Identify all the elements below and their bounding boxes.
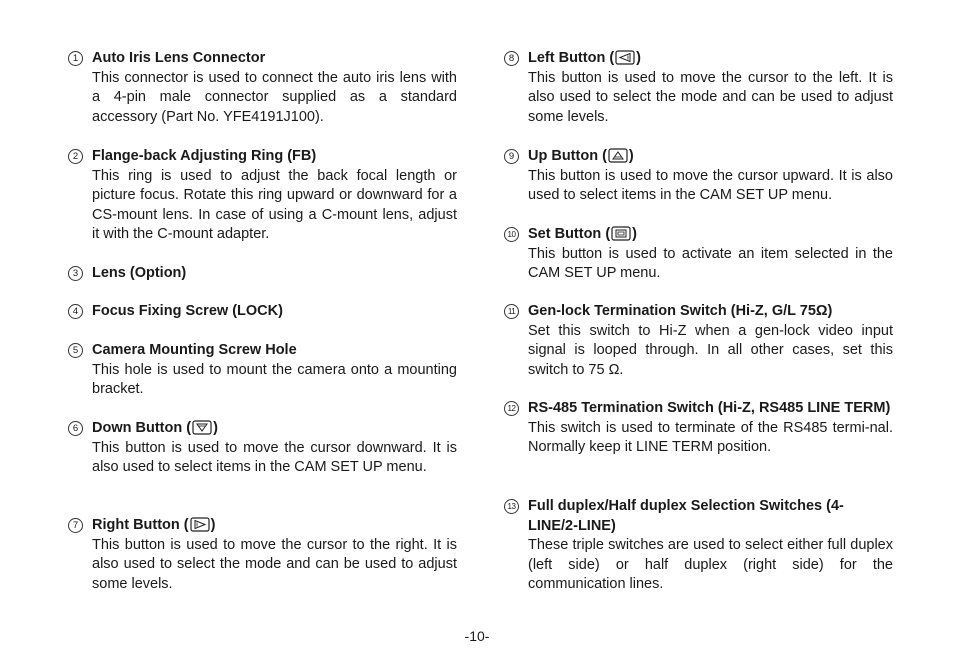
item-title — [92, 341, 457, 361]
item-title-text: Lens (Option) — [92, 265, 187, 281]
item-title-suffix: ) — [213, 420, 218, 436]
item-title — [528, 497, 893, 536]
item-number-badge: 2 — [68, 149, 83, 164]
item-title — [528, 147, 893, 167]
spec-item — [504, 147, 893, 206]
spec-item — [68, 419, 457, 478]
item-title-text: Left Button ( — [528, 50, 615, 66]
item-number-badge: 9 — [504, 149, 519, 164]
item-description: These triple switches are used to select either full duplex (left side) or half duplex (right side) for the communication lines. — [528, 537, 893, 592]
item-title-text: Set Button ( — [528, 226, 611, 242]
spec-item — [504, 225, 893, 284]
item-title — [528, 399, 893, 419]
item-title — [92, 147, 457, 167]
right-button-icon — [190, 517, 210, 532]
item-number-badge: 10 — [504, 227, 519, 242]
item-title-text: Focus Fixing Screw (LOCK) — [92, 303, 283, 319]
down-button-icon — [192, 420, 212, 435]
item-title-suffix: ) — [628, 148, 634, 164]
item-number-badge: 7 — [68, 518, 83, 533]
item-title-text: Down Button ( — [92, 420, 192, 436]
spec-item — [68, 264, 457, 284]
item-description: This button is used to activate an item selected in the CAM SET UP menu. — [528, 245, 893, 281]
item-number-badge: 5 — [68, 343, 83, 358]
item-description: This switch is used to terminate of the RS485 termi-nal. Normally keep it LINE TERM position. — [528, 419, 893, 455]
item-title-text: Auto Iris Lens Connector — [92, 50, 266, 66]
item-description: This button is used to move the cursor to the left. It is also used to select the mode and can be used to adjust some levels. — [528, 69, 893, 125]
item-description: This connector is used to connect the auto iris lens with a 4-pin male connector supplied as a standard accessory (Part No. YFE4191J100). — [92, 69, 457, 125]
item-title-suffix: ) — [210, 517, 216, 533]
item-title-suffix: ) — [632, 226, 637, 242]
item-title-text: RS-485 Termination Switch (Hi-Z, RS485 LINE TERM) — [528, 400, 891, 416]
item-title — [528, 225, 893, 245]
spec-item — [68, 49, 457, 127]
spec-item — [68, 516, 457, 594]
up-button-icon — [608, 148, 628, 163]
spec-item — [68, 147, 457, 245]
spec-item — [504, 497, 893, 595]
item-number-badge: 8 — [504, 51, 519, 66]
item-title — [92, 419, 457, 439]
item-title — [92, 516, 457, 536]
spec-item — [504, 302, 893, 380]
item-description: This button is used to move the cursor downward. It is also used to select items in the CAM SET UP menu. — [92, 439, 457, 475]
spec-item — [68, 302, 457, 322]
item-title-text: Right Button ( — [92, 517, 189, 533]
spec-item — [68, 341, 457, 400]
item-number-badge: 13 — [504, 499, 519, 514]
item-title-text: Up Button ( — [528, 148, 607, 164]
item-number-badge: 11 — [504, 304, 519, 319]
item-title — [92, 302, 457, 322]
item-description: This hole is used to mount the camera onto a mounting bracket. — [92, 361, 457, 397]
item-title-suffix: ) — [636, 50, 642, 66]
item-title — [92, 264, 457, 284]
spec-item — [504, 49, 893, 127]
item-description: This button is used to move the cursor to the right. It is also used to select the mode and can be used to adjust some levels. — [92, 536, 457, 592]
item-number-badge: 1 — [68, 51, 83, 66]
item-description: Set this switch to Hi-Z when a gen-lock video input signal is looped through. In all other cases, set this switch to 75 Ω. — [528, 322, 893, 378]
item-title — [528, 49, 893, 69]
item-number-badge: 6 — [68, 421, 83, 436]
item-title — [92, 49, 457, 69]
left-button-icon — [615, 50, 635, 65]
item-description: This button is used to move the cursor upward. It is also used to select items in the CAM SET UP menu. — [528, 167, 893, 203]
item-title-text: Flange-back Adjusting Ring (FB) — [92, 148, 317, 164]
item-title-text: Full duplex/Half duplex Selection Switches (4-LINE/2-LINE) — [528, 498, 844, 534]
item-description: This ring is used to adjust the back focal length or picture focus. Rotate this ring upward or downward for a CS-mount lens. In case of using a C-mount lens, adjust it with the C-mount adapter. — [92, 167, 457, 242]
item-title-text: Gen-lock Termination Switch (Hi-Z, G/L 75Ω) — [528, 303, 833, 319]
page-number: -10- — [464, 628, 490, 644]
item-title-text: Camera Mounting Screw Hole — [92, 342, 297, 358]
set-button-icon — [611, 226, 631, 241]
item-number-badge: 3 — [68, 266, 83, 281]
item-number-badge: 4 — [68, 304, 83, 319]
item-number-badge: 12 — [504, 401, 519, 416]
item-title — [528, 302, 893, 322]
spec-item — [504, 399, 893, 458]
